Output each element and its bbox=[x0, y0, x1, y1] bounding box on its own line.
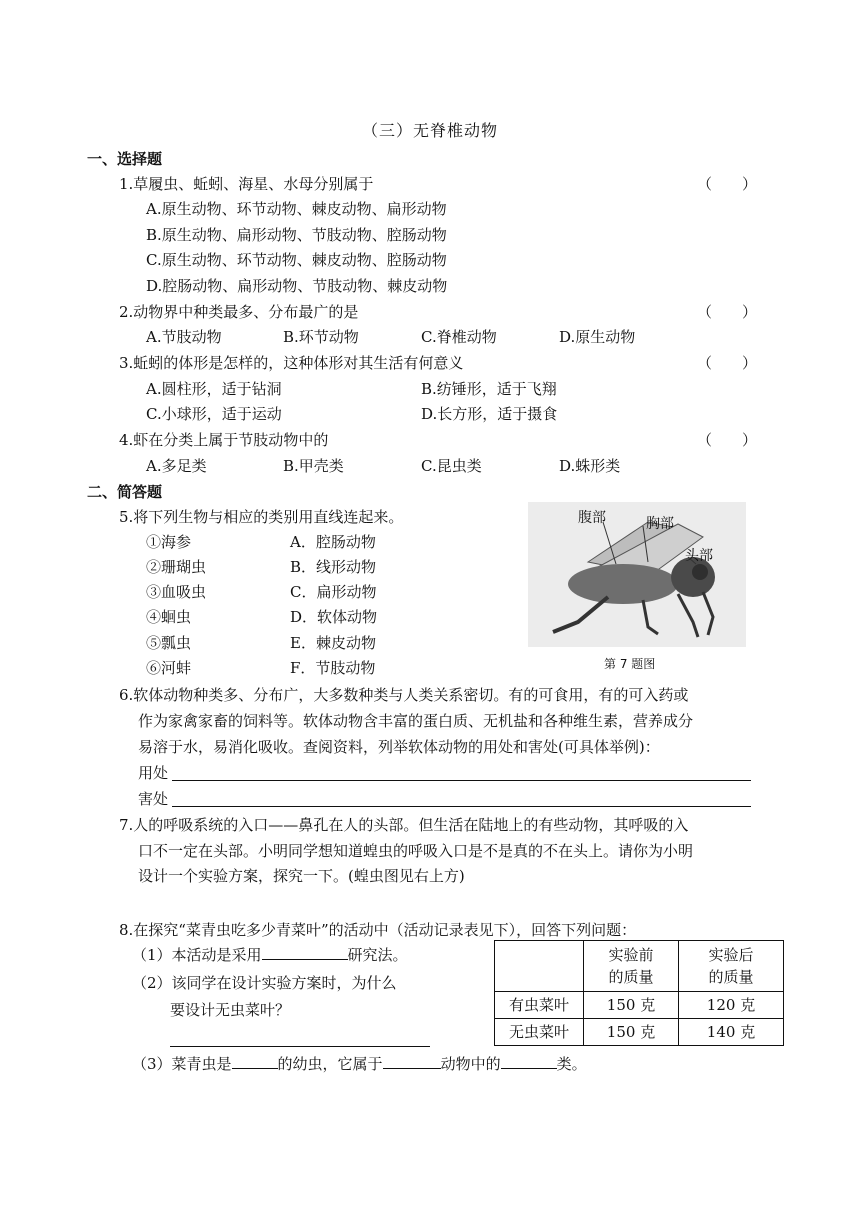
table-cell: 有虫菜叶 bbox=[495, 992, 584, 1019]
question-6-line: 6.软体动物种类多、分布广，大多数种类与人类关系密切。有的可食用，有的可入药或 bbox=[119, 686, 689, 704]
table-header-after bbox=[679, 941, 784, 992]
table-row bbox=[495, 1019, 784, 1046]
locust-figure bbox=[528, 502, 746, 647]
table-header-empty bbox=[495, 941, 584, 992]
category-item[interactable]: B．线形动物 bbox=[290, 558, 377, 576]
use-label: 用处 bbox=[138, 764, 169, 782]
question-8-sub3 bbox=[132, 1054, 587, 1074]
option-a[interactable]: A.原生动物、环节动物、棘皮动物、扁形动物 bbox=[146, 200, 447, 218]
harm-answer-line[interactable] bbox=[172, 806, 751, 807]
option-c[interactable]: C.昆虫类 bbox=[421, 457, 482, 475]
organism-item[interactable]: ③血吸虫 bbox=[146, 583, 207, 601]
table-cell: 150 克 bbox=[584, 992, 679, 1019]
answer-bracket[interactable]: （ ） bbox=[697, 303, 758, 321]
figure-label-head: 头部 bbox=[685, 548, 713, 564]
answer-bracket[interactable]: （ ） bbox=[697, 175, 758, 193]
sub2-answer-line[interactable] bbox=[170, 1046, 430, 1047]
table-header-row bbox=[495, 941, 784, 992]
table-cell: 无虫菜叶 bbox=[495, 1019, 584, 1046]
section-heading-choice: 一、选择题 bbox=[87, 150, 163, 168]
sub3-text-a: （3）菜青虫是 bbox=[132, 1055, 232, 1073]
activity-record-table bbox=[494, 940, 784, 1046]
table-row bbox=[495, 992, 784, 1019]
option-d[interactable]: D.原生动物 bbox=[559, 328, 636, 346]
locust-illustration bbox=[528, 502, 746, 647]
option-c[interactable]: C.脊椎动物 bbox=[421, 328, 497, 346]
option-d[interactable]: D.长方形，适于摄食 bbox=[421, 405, 558, 423]
option-b[interactable]: B.纺锤形，适于飞翔 bbox=[421, 380, 557, 398]
sub3-text-c: 动物中的 bbox=[440, 1055, 501, 1073]
category-item[interactable]: F．节肢动物 bbox=[290, 659, 376, 677]
insect-blank[interactable] bbox=[232, 1054, 278, 1069]
category-item[interactable]: C．扁形动物 bbox=[290, 583, 377, 601]
sub3-text-b: 的幼虫，它属于 bbox=[277, 1055, 383, 1073]
option-c[interactable]: C.原生动物、环节动物、棘皮动物、腔肠动物 bbox=[146, 251, 447, 269]
table-header-before bbox=[584, 941, 679, 992]
section-heading-short-answer: 二、简答题 bbox=[87, 483, 163, 501]
option-c[interactable]: C.小球形，适于运动 bbox=[146, 405, 282, 423]
question-1-stem: 1.草履虫、蚯蚓、海星、水母分别属于 bbox=[119, 175, 374, 193]
question-8-sub2-line1: （2）该同学在设计实验方案时，为什么 bbox=[132, 974, 397, 992]
question-7-line: 设计一个实验方案，探究一下。(蝗虫图见右上方) bbox=[138, 867, 465, 885]
question-2-stem: 2.动物界中种类最多、分布最广的是 bbox=[119, 303, 359, 321]
category-item[interactable]: E．棘皮动物 bbox=[290, 634, 376, 652]
harm-label: 害处 bbox=[138, 790, 169, 808]
phylum-blank[interactable] bbox=[383, 1054, 441, 1069]
question-7-line: 7.人的呼吸系统的入口——鼻孔在人的头部。但生活在陆地上的有些动物，其呼吸的入 bbox=[119, 816, 689, 834]
header-line: 的质量 bbox=[708, 968, 754, 986]
organism-item[interactable]: ①海参 bbox=[146, 533, 192, 551]
option-a[interactable]: A.节肢动物 bbox=[146, 328, 222, 346]
header-line: 实验前 bbox=[608, 946, 654, 964]
question-4-stem: 4.虾在分类上属于节肢动物中的 bbox=[119, 431, 329, 449]
option-d[interactable]: D.蛛形类 bbox=[559, 457, 621, 475]
table-cell: 120 克 bbox=[679, 992, 784, 1019]
question-6-line: 作为家禽家畜的饲料等。软体动物含丰富的蛋白质、无机盐和各种维生素，营养成分 bbox=[138, 712, 694, 730]
option-d[interactable]: D.腔肠动物、扁形动物、节肢动物、棘皮动物 bbox=[146, 277, 448, 295]
class-blank[interactable] bbox=[501, 1054, 557, 1069]
organism-item[interactable]: ⑤瓢虫 bbox=[146, 634, 192, 652]
question-8-sub1 bbox=[132, 945, 408, 965]
sub1-text-a: （1）本活动是采用 bbox=[132, 946, 262, 964]
question-5-stem: 5.将下列生物与相应的类别用直线连起来。 bbox=[119, 508, 404, 526]
method-blank[interactable] bbox=[262, 945, 348, 960]
category-item[interactable]: D．软体动物 bbox=[290, 608, 378, 626]
question-3-stem: 3.蚯蚓的体形是怎样的，这种体形对其生活有何意义 bbox=[119, 354, 464, 372]
question-6-line: 易溶于水，易消化吸收。查阅资料，列举软体动物的用处和害处(可具体举例)： bbox=[138, 738, 660, 756]
figure-label-thorax: 胸部 bbox=[646, 516, 674, 532]
header-line: 实验后 bbox=[708, 946, 754, 964]
use-answer-line[interactable] bbox=[172, 780, 751, 781]
table-cell: 140 克 bbox=[679, 1019, 784, 1046]
answer-bracket[interactable]: （ ） bbox=[697, 354, 758, 372]
figure-caption: 第 7 题图 bbox=[604, 657, 656, 671]
sub3-text-d: 类。 bbox=[556, 1055, 587, 1073]
option-b[interactable]: B.甲壳类 bbox=[283, 457, 344, 475]
table-cell: 150 克 bbox=[584, 1019, 679, 1046]
question-8-sub2-line2: 要设计无虫菜叶？ bbox=[170, 1001, 291, 1019]
option-a[interactable]: A.圆柱形，适于钻洞 bbox=[146, 380, 282, 398]
option-b[interactable]: B.原生动物、扁形动物、节肢动物、腔肠动物 bbox=[146, 226, 447, 244]
page-title: （三）无脊椎动物 bbox=[361, 121, 498, 140]
option-b[interactable]: B.环节动物 bbox=[283, 328, 359, 346]
answer-bracket[interactable]: （ ） bbox=[697, 431, 758, 449]
category-item[interactable]: A．腔肠动物 bbox=[290, 533, 376, 551]
question-7-line: 口不一定在头部。小明同学想知道蝗虫的呼吸入口是不是真的不在头上。请你为小明 bbox=[138, 842, 694, 860]
organism-item[interactable]: ④蛔虫 bbox=[146, 608, 192, 626]
figure-label-abdomen: 腹部 bbox=[578, 510, 606, 526]
organism-item[interactable]: ⑥河蚌 bbox=[146, 659, 192, 677]
organism-item[interactable]: ②珊瑚虫 bbox=[146, 558, 207, 576]
option-a[interactable]: A.多足类 bbox=[146, 457, 207, 475]
question-8-stem: 8.在探究“菜青虫吃多少青菜叶”的活动中（活动记录表见下），回答下列问题： bbox=[119, 921, 637, 939]
sub1-text-b: 研究法。 bbox=[347, 946, 408, 964]
header-line: 的质量 bbox=[608, 968, 654, 986]
